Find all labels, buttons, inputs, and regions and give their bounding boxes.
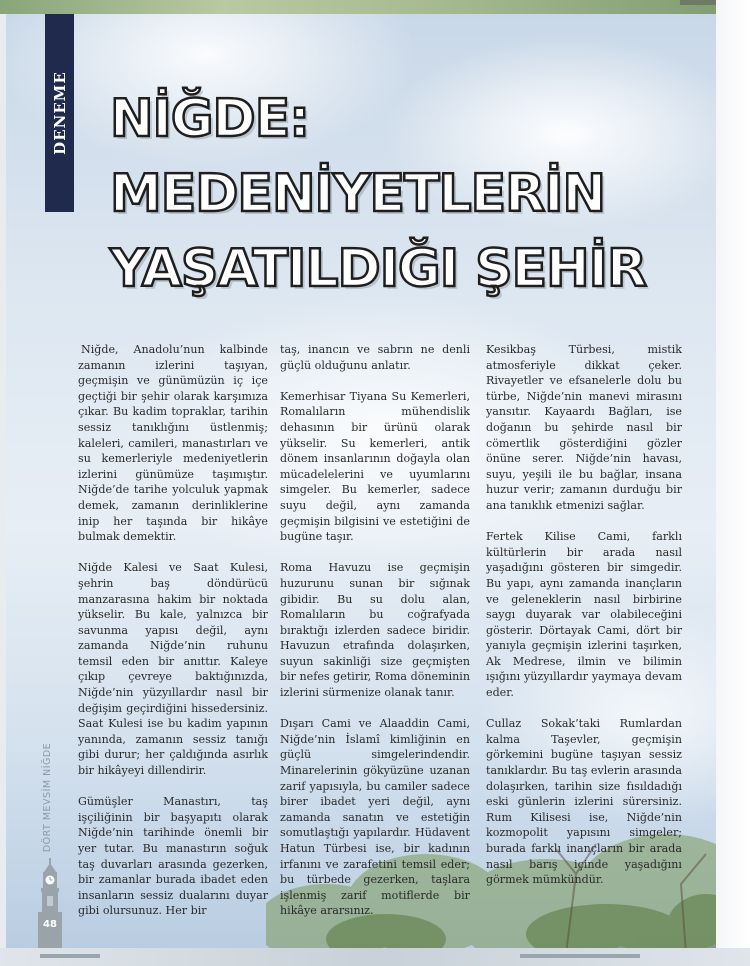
paragraph: Dışarı Cami ve Alaaddin Cami, Niğde’nin İslamî kimliğinin en güçlü simgelerindendir. Minarelerinin gökyüzüne uzanan zarif yapısıyla, bu camiler sadece birer ibadet yeri değil, aynı zamanda sanatın ve estetiğin somutlaştığı yapılardır. Hüdavent Hatun Türbesi ise, bir kadının irfanını ve zarafetini temsil eder; bu türbede gezerken, taşlara işlenmiş zarif motiflerde bir hikâye ararsınız.	[280, 717, 470, 918]
paragraph: Kesikbaş Türbesi, mistik atmosferiyle dikkat çeker. Rivayetler ve efsanelerle dolu bu türbe, Niğde’nin manevi mirasını yansıtır. Kayaardı Bağları, ise doğanın bu şehirde nasıl bir cömertlik gösterdiğini gözler önüne serer. Niğde’nin havası, suyu, yeşili ile bu bağlar, insana huzur verir; zamanın durduğu bir ana tanıklık etmenizi sağlar.	[486, 343, 682, 512]
section-tab-label-wrap	[45, 14, 74, 212]
paragraph: Niğde, Anadolu’nun kalbinde zamanın izlerini taşıyan, geçmişin ve günümüzün iç içe geçtiği bir şehir olarak karşımıza çıkar. Bu kadim topraklar, tarihin sessiz tanıklığını üstlenmiş; kaleleri, camileri, manastırları ve su kemerleriyle medeniyetlerin izlerini günümüze taşımıştır. Niğde’de tarihe yolculuk yapmak demek, zamanın derinliklerine inip her taşında bir hikâye bulmak demektir.	[78, 343, 268, 544]
paragraph: Gümüşler Manastırı, taş işçiliğinin bir başyapıtı olarak Niğde’nin tarihinde önemli bir yer tutar. Bu manastırın soğuk taş duvarları arasında gezerken, bir zamanlar burada ibadet eden insanların sessiz dualarını duyar gibi olursunuz. Her bir	[78, 795, 268, 918]
paragraph: Cullaz Sokak’taki Rumlardan kalma Taşevler, geçmişin görkemini bugüne taşıyan sessiz tanıklardır. Bu taş evlerin arasında dolaşırken, tarihin size fısıldadığı eski günlerin izlerini sürersiniz. Rum Kilisesi ise, Niğde’nin kozmopolit yapısını simgeler; burada farklı inançların bir arada nasıl barış içinde yaşadığını görmek mümkündür.	[486, 717, 682, 887]
article-column-2	[280, 342, 470, 935]
paragraph: Niğde Kalesi ve Saat Kulesi, şehrin baş döndürücü manzarasına hakim bir noktada yükselir. Bu kale, yalnızca bir savunma yapısı değil, aynı zamanda Niğde’nin ruhunu temsil eden bir anıttır. Kaleye çıkıp çevreye baktığınızda, Niğde’nin yüzyıllardır nasıl bir değişim geçirdiğini hissedersiniz. Saat Kulesi ise bu kadim yapının yanında, zamanın sessiz tanığı gibi durur; her çaldığında asırlık bir hikâyeyi dillendirir.	[78, 561, 268, 778]
paragraph: taş, inancın ve sabrın ne denli güçlü olduğunu anlatır.	[280, 343, 470, 372]
title-line-3: YAŞATILDIĞI ŞEHİR	[110, 239, 647, 299]
paragraph: Roma Havuzu ise geçmişin huzurunu sunan bir sığınak gibidir. Bu su dolu alan, Romalıların bu coğrafyada bıraktığı izlerden sadece biridir. Havuzun etrafında dolaşırken, suyun sakinliği size geçmişten bir nefes getirir, Roma döneminin izlerini sürmenize olanak tanır.	[280, 561, 470, 700]
article-body	[78, 342, 698, 918]
article-column-3	[486, 342, 682, 903]
paragraph: Fertek Kilise Cami, farklı kültürlerin bir arada nasıl yaşadığını gösteren bir simgedir. Bu yapı, aynı zamanda inançların ve geleneklerin nasıl birbirine saygı duyarak var olabileceğini gösterir. Dörtayak Cami, dört bir yanıyla geçmişin izlerini taşırken, Ak Medrese, ilmin ve bilimin ışığını yüzyıllardır yaymaya devam eder.	[486, 530, 682, 700]
top-strip-mark	[680, 0, 720, 5]
magazine-name-wrap	[36, 734, 60, 860]
page-gutter	[716, 0, 750, 966]
clock-tower-icon	[38, 858, 62, 948]
top-photo-strip	[0, 0, 750, 14]
page-number: 48	[43, 919, 57, 930]
magazine-page	[6, 14, 716, 948]
paragraph: Kemerhisar Tiyana Su Kemerleri, Romalıların mühendislik dehasının bir ürünü olarak yükselir. Su kemerleri, antik dönem insanlarının doğayla olan mücadelelerini ve uyumlarını simgeler. Bu kemerler, sadece suyu değil, aynı zamanda geçmişin bilgisini ve estetiğini de bugüne taşır.	[280, 389, 470, 544]
section-tab-label: DENEME	[50, 71, 69, 155]
title-line-2: MEDENİYETLERİN	[110, 164, 606, 224]
page-title	[110, 82, 710, 307]
article-column-1	[78, 342, 268, 935]
title-line-1: NİĞDE:	[110, 89, 310, 149]
magazine-name: DÖRT MEVSİM NİĞDE	[42, 742, 54, 852]
bottom-edge-strip	[0, 948, 750, 966]
